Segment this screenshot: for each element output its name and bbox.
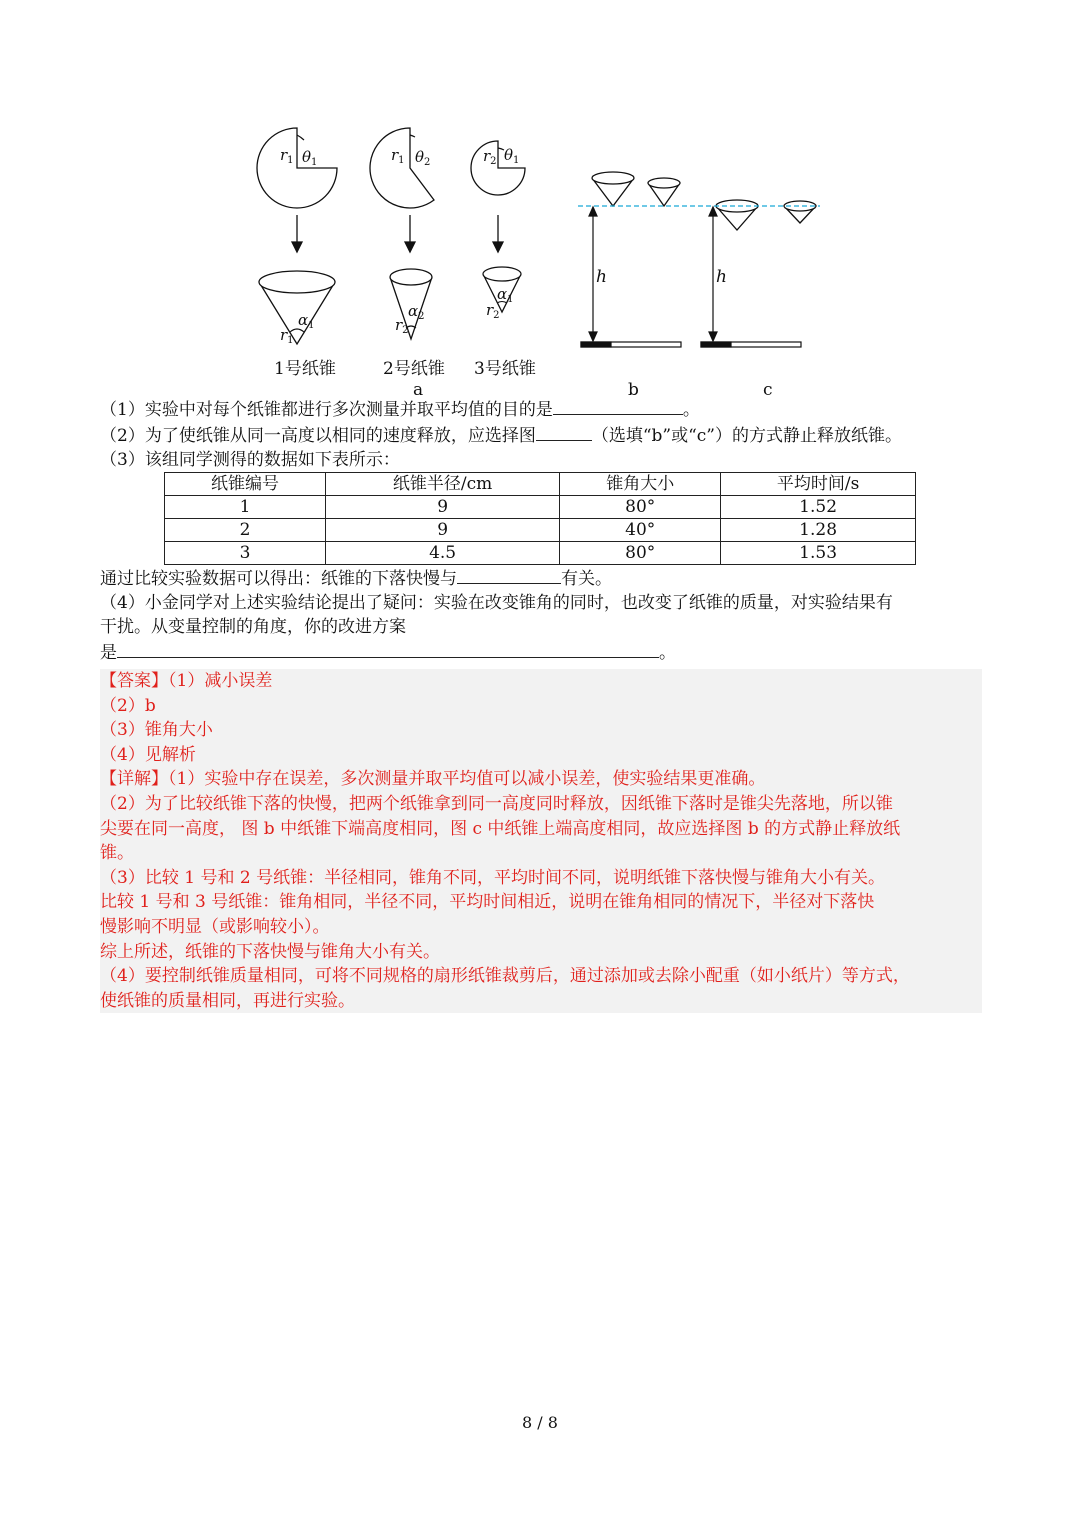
sector-3 — [471, 141, 525, 195]
detail-line-1 — [100, 767, 982, 792]
answer-1: （1）减小误差 — [168, 671, 273, 691]
answer-title: 【答案】 — [100, 671, 168, 691]
fig-letter-b: b — [628, 380, 639, 400]
table-header: 锥角大小 — [560, 473, 721, 496]
detail-3a: （3）比较 1 号和 2 号纸锥：半径相同，锥角不同，平均时间不同，说明纸锥下落快慢与锥角大小有关。 — [100, 867, 886, 888]
table-cell: 1.53 — [721, 542, 916, 565]
table-cell: 2 — [165, 519, 326, 542]
answer-3: （3）锥角大小 — [100, 720, 213, 741]
cone-name-2: 2号纸锥 — [383, 359, 445, 379]
fig-b-height-label: h — [596, 267, 607, 287]
detail-1: （1）实验中存在误差，多次测量并取平均值可以减小误差，使实验结果更准确。 — [168, 769, 766, 790]
question-2-blank[interactable] — [536, 422, 592, 441]
sector3-angle-label: $\theta_1$ — [504, 146, 520, 166]
table-header-row — [165, 473, 916, 496]
table-cell: 1 — [165, 496, 326, 519]
table-cell: 4.5 — [326, 542, 560, 565]
question-4-line-1: （4）小金同学对上述实验结论提出了疑问：实验在改变锥角的同时，也改变了纸锥的质量，对实验结果有 — [100, 593, 893, 613]
sector-1 — [257, 128, 337, 208]
detail-2a: （2）为了比较纸锥下落的快慢，把两个纸锥拿到同一高度同时释放，因纸锥下落时是锥尖先落地，所以锥 — [100, 793, 893, 814]
question-1-end: 。 — [682, 400, 700, 420]
question-4-line-3 — [100, 639, 982, 665]
table-header: 纸锥编号 — [165, 473, 326, 496]
table-cell: 1.28 — [721, 519, 916, 542]
answer-section — [100, 669, 982, 1013]
cone3-angle-label: $\alpha_1$ — [497, 285, 514, 305]
question-3-conclusion — [100, 565, 982, 591]
answer-line-1 — [100, 669, 982, 694]
detail-4b: 使纸锥的质量相同，再进行实验。 — [100, 990, 355, 1011]
sector2-angle-label: $\theta_2$ — [415, 148, 431, 168]
question-4-end: 。 — [659, 643, 676, 663]
cone3-radius-label: $r_2$ — [486, 301, 500, 321]
fig-c-height-label: h — [716, 267, 727, 287]
answer-2: （2）b — [100, 695, 156, 716]
detail-3c: 慢影响不明显（或影响较小）。 — [100, 916, 330, 937]
cone-name-3: 3号纸锥 — [474, 359, 536, 379]
detail-2b: 尖要在同一高度， 图 b 中纸锥下端高度相同，图 c 中纸锥上端高度相同，故应选择图 b 的方式静止释放纸 — [100, 818, 901, 839]
cone1-angle-label: $\alpha_1$ — [298, 311, 315, 331]
detail-title: 【详解】 — [100, 769, 168, 790]
question-4-line-2: 干扰。从变量控制的角度，你的改进方案 — [100, 617, 406, 637]
cone2-angle-label: $\alpha_2$ — [408, 302, 425, 322]
experiment-figure — [240, 110, 840, 410]
question-2 — [100, 422, 982, 448]
table-cell: 40° — [560, 519, 721, 542]
question-content — [100, 396, 982, 1013]
cone-name-1: 1号纸锥 — [274, 359, 336, 379]
fig-letter-c: c — [763, 380, 773, 400]
detail-3b: 比较 1 号和 3 号纸锥：锥角相同，半径不同，平均时间相近，说明在锥角相同的情况下，半径对下落快 — [100, 892, 875, 913]
question-3-conclusion-text: 通过比较实验数据可以得出：纸锥的下落快慢与 — [100, 569, 457, 589]
sector2-radius-label: $r_1$ — [391, 146, 405, 166]
table-row — [165, 519, 916, 542]
table-cell: 3 — [165, 542, 326, 565]
answer-4: （4）见解析 — [100, 744, 196, 765]
sector-2 — [370, 128, 434, 208]
question-3: （3）该组同学测得的数据如下表所示： — [100, 450, 400, 470]
page-number: 8 / 8 — [522, 1413, 558, 1432]
detail-2c: 锥。 — [100, 843, 134, 864]
question-1-blank[interactable] — [553, 396, 683, 415]
table-cell: 1.52 — [721, 496, 916, 519]
cone1-radius-label: $r_1$ — [280, 326, 294, 346]
question-2-text: （2）为了使纸锥从同一高度以相同的速度释放，应选择图 — [100, 426, 536, 446]
cone2-radius-label: $r_2$ — [395, 316, 409, 336]
table-cell: 80° — [560, 496, 721, 519]
table-cell: 9 — [326, 496, 560, 519]
experiment-figure-svg — [240, 110, 840, 410]
detail-4a: （4）要控制纸锥质量相同，可将不同规格的扇形纸锥裁剪后，通过添加或去除小配重（如小纸片）等方式， — [100, 966, 910, 987]
question-3-conclusion-end: 有关。 — [561, 569, 612, 589]
sector1-radius-label: $r_1$ — [280, 146, 294, 166]
question-1 — [100, 396, 982, 422]
sector3-radius-label: $r_2$ — [483, 147, 497, 167]
question-1-text: （1）实验中对每个纸锥都进行多次测量并取平均值的目的是 — [100, 400, 553, 420]
table-cell: 9 — [326, 519, 560, 542]
fig-letter-a: a — [413, 380, 424, 400]
table-header: 纸锥半径/cm — [326, 473, 560, 496]
table-row — [165, 496, 916, 519]
question-2-end: （选填“b”或“c”）的方式静止释放纸锥。 — [591, 426, 902, 446]
detail-3d: 综上所述，纸锥的下落快慢与锥角大小有关。 — [100, 941, 440, 962]
question-4-blank[interactable] — [117, 639, 659, 658]
sector1-angle-label: $\theta_1$ — [302, 148, 318, 168]
question-3-blank[interactable] — [457, 565, 561, 584]
table-header: 平均时间/s — [721, 473, 916, 496]
data-table — [164, 472, 916, 565]
table-row — [165, 542, 916, 565]
table-cell: 80° — [560, 542, 721, 565]
question-4-line-3-start: 是 — [100, 643, 117, 663]
